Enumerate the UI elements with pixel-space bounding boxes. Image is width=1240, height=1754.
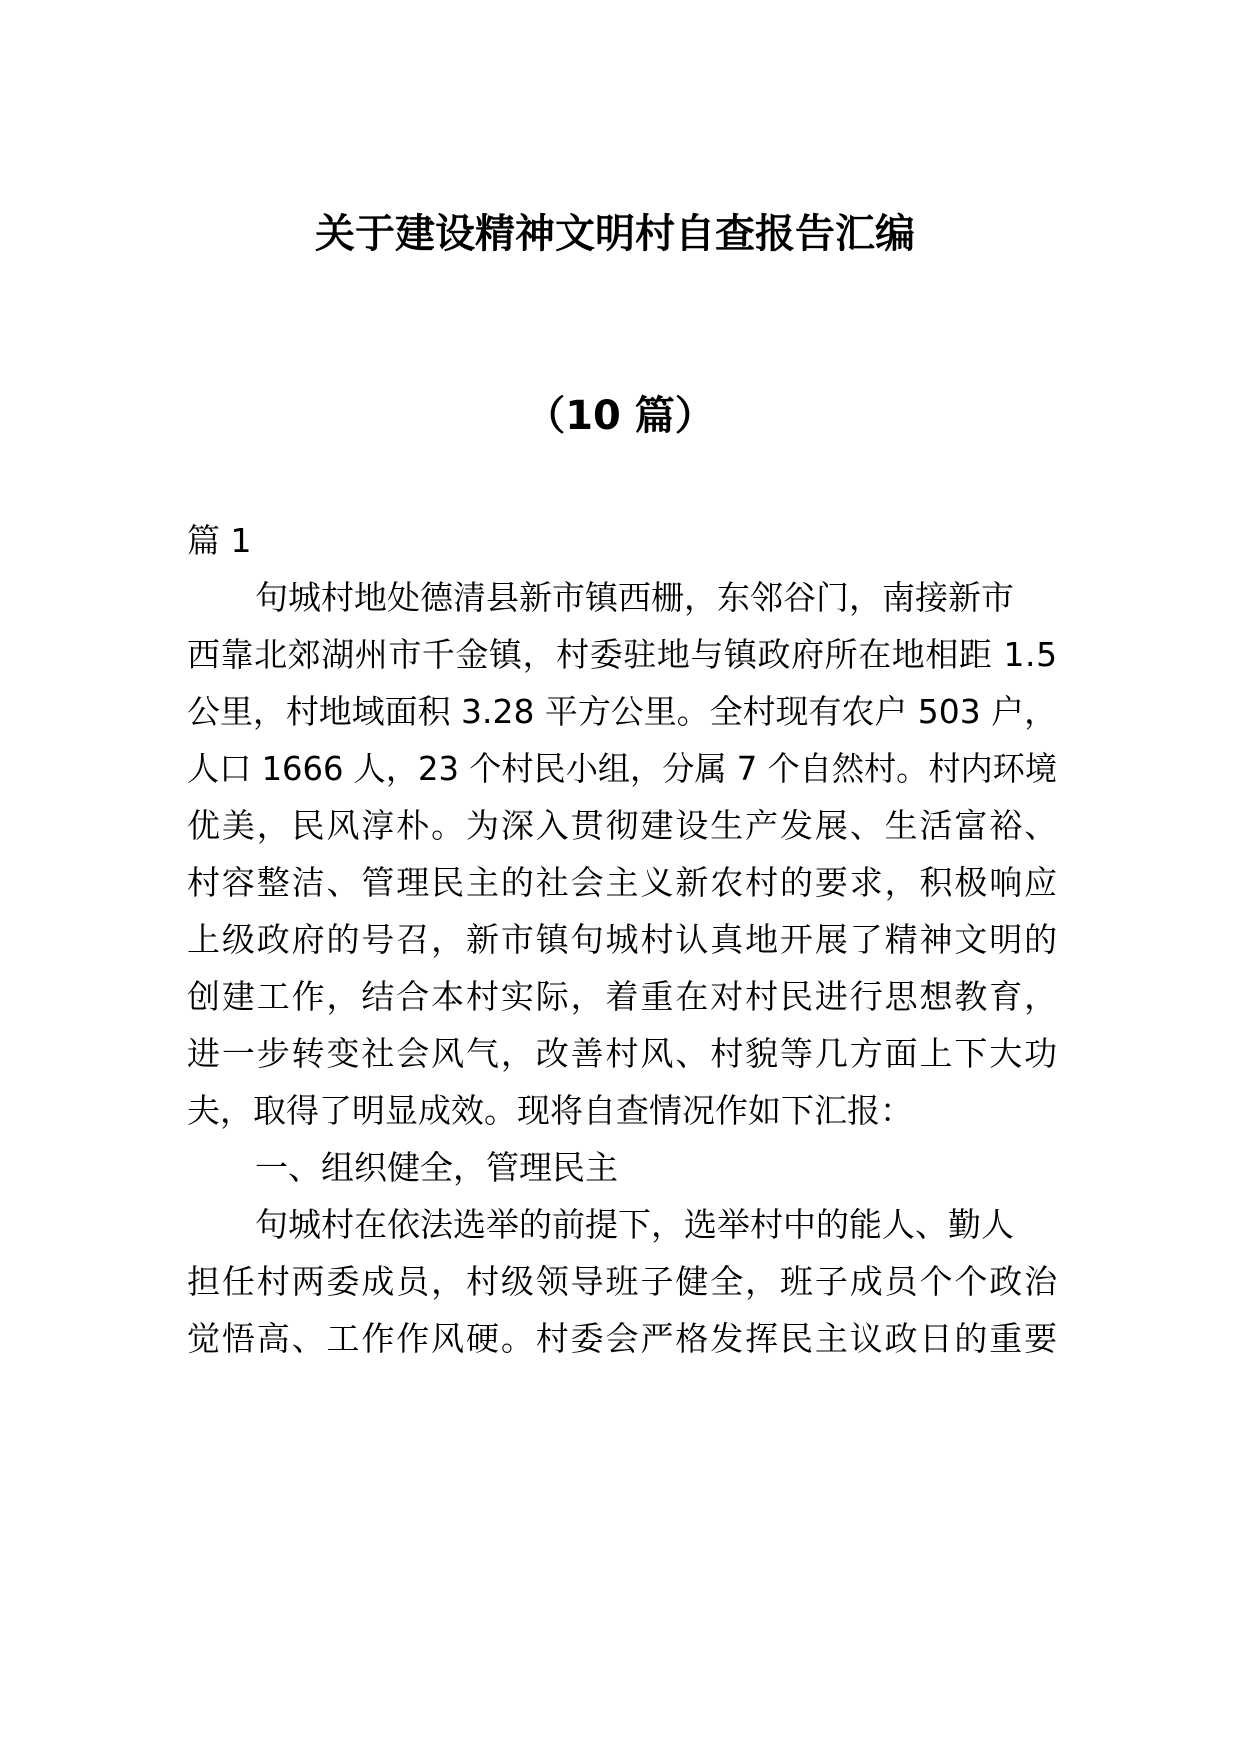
paragraph-line: 创建工作，结合本村实际，着重在对村民进行思想教育， bbox=[187, 977, 1059, 1016]
paragraph-line: 进一步转变社会风气，改善村风、村貌等几方面上下大功 bbox=[187, 1034, 1059, 1073]
paragraph-line: 村容整洁、管理民主的社会主义新农村的要求，积极响应 bbox=[187, 863, 1059, 902]
document-subtitle: （10 篇） bbox=[525, 393, 715, 439]
paragraph-line: 公里，村地域面积 3.28 平方公里。全村现有农户 503 户， bbox=[187, 692, 1058, 731]
paragraph-line: 人口 1666 人，23 个村民小组，分属 7 个自然村。村内环境 bbox=[187, 749, 1058, 788]
paragraph-line: 句城村地处德清县新市镇西栅，东邻谷门，南接新市 bbox=[255, 578, 1014, 617]
paragraph-line: 夫，取得了明显成效。现将自查情况作如下汇报： bbox=[187, 1091, 913, 1130]
section-label: 篇 1 bbox=[187, 521, 252, 560]
paragraph-line: 西靠北郊湖州市千金镇，村委驻地与镇政府所在地相距 1.5 bbox=[187, 635, 1058, 674]
section-heading: 一、组织健全，管理民主 bbox=[255, 1148, 618, 1187]
document-title: 关于建设精神文明村自查报告汇编 bbox=[315, 211, 915, 257]
paragraph-line: 觉悟高、工作作风硬。村委会严格发挥民主议政日的重要 bbox=[187, 1319, 1059, 1358]
paragraph-line: 担任村两委成员，村级领导班子健全，班子成员个个政治 bbox=[187, 1262, 1059, 1301]
paragraph-line: 上级政府的号召，新市镇句城村认真地开展了精神文明的 bbox=[187, 920, 1059, 959]
paragraph-line: 句城村在依法选举的前提下，选举村中的能人、勤人 bbox=[255, 1205, 1014, 1244]
paragraph-line: 优美，民风淳朴。为深入贯彻建设生产发展、生活富裕、 bbox=[187, 806, 1059, 845]
